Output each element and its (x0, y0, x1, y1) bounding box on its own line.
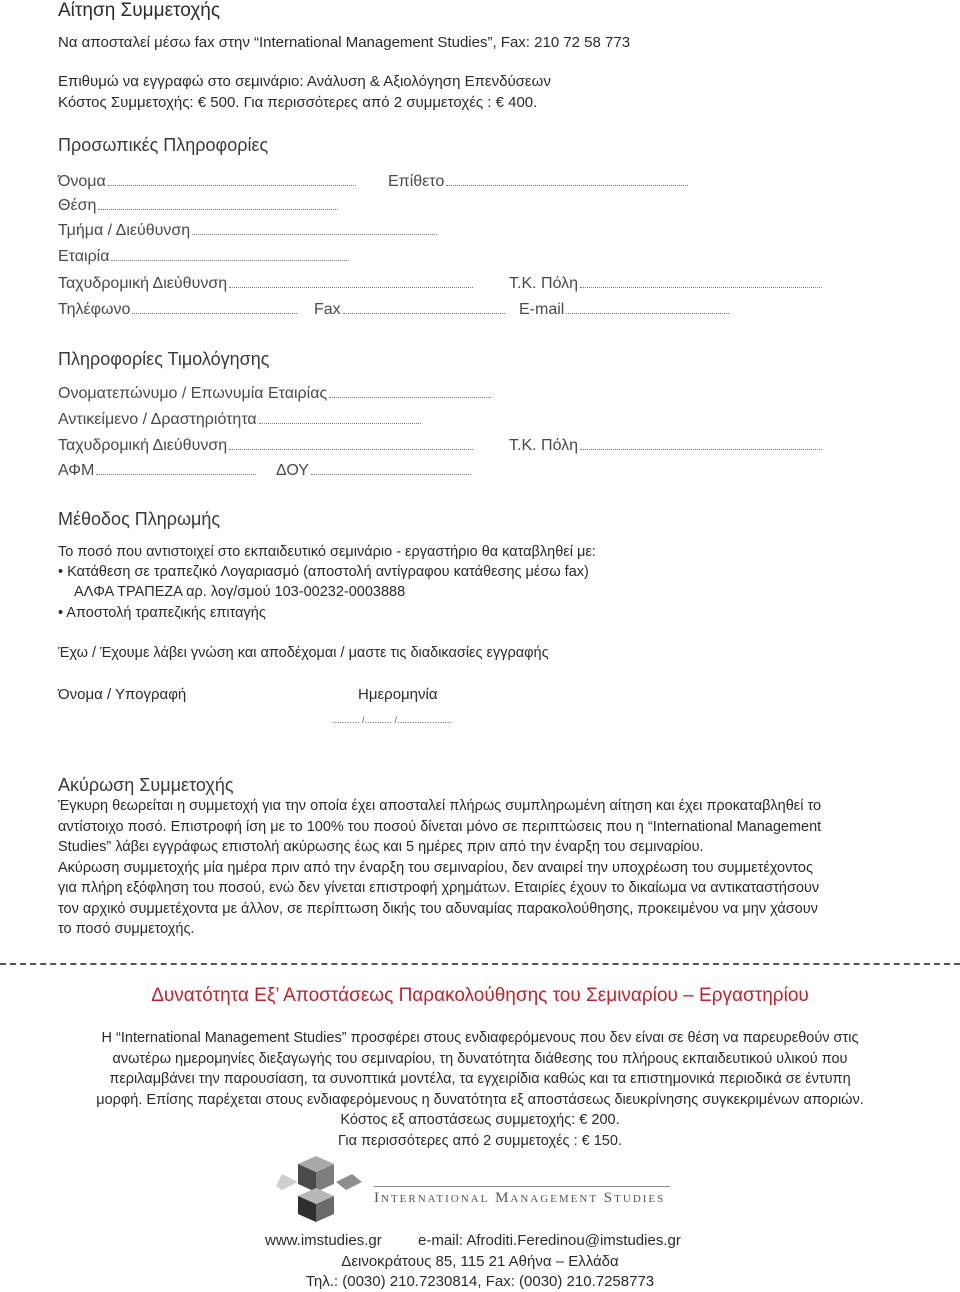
remote-line: Η “International Management Studies” προσφέρει στους ενδιαφερόμενους που δεν είναι σε θέση να παρευρεθούν στις (101, 1030, 859, 1046)
ims-cube-logo-icon (276, 1152, 366, 1224)
cost-line: Κόστος Συμμετοχής: € 500. Για περισσότερες από 2 συμμετοχές : € 400. (58, 94, 538, 111)
remote-attendance-heading: Δυνατότητα Εξ’ Αποστάσεως Παρακολούθησης του Σεμιναρίου – Εργαστηρίου (151, 985, 809, 1006)
cancellation-line: Έγκυρη θεωρείται η συμμετοχή για την οποία έχει αποσταλεί πλήρως συμπληρωμένη αίτηση και έχει προκαταβληθεί το (58, 798, 822, 814)
cancellation-line: τον αρχικό συμμετέχοντα με άλλον, σε περίπτωση δικής του αδυναμίας παρακολούθησης, προκειμένου να μην χάσουν (58, 900, 818, 917)
footer-phones: Τηλ.: (0030) 210.7230814, Fax: (0030) 210.7258773 (305, 1273, 655, 1290)
name-label: Όνομα (58, 173, 106, 190)
billing-address-dots (229, 436, 473, 450)
activity-field[interactable] (58, 410, 421, 429)
activity-dots (259, 410, 421, 424)
cancellation-line: για πλήρη εξόφληση του ποσού, ενώ δεν γίνεται επιστροφή χρημάτων. Εταιρίες έχουν το δικαίωμα να αντικαταστήσουν (58, 880, 820, 896)
cancellation-line: Ακύρωση συμμετοχής μία ημέρα πριν από την έναρξη του σεμιναρίου, δεν αναιρεί την υποχρέωση του συμμετέχοντος (58, 859, 813, 876)
logo-text: International Management Studies (374, 1190, 666, 1206)
company-label: Εταιρία (58, 248, 110, 265)
payment-heading: Μέθοδος Πληρωμής (58, 509, 221, 529)
billing-company-field[interactable] (58, 384, 491, 403)
signature-label: Όνομα / Υπογραφή (58, 686, 187, 703)
remote-line: ανωτέρω ημερομηνίες διεξαγωγής του σεμιναρίου, τη δυνατότητα διάθεσης του πλήρους εκπαιδευτικού υλικού που (112, 1050, 848, 1067)
cancellation-line: αντίστοιχο ποσό. Επιστροφή ίση με το 100% του ποσού δίνεται μόνο σε περιπτώσεις που η “International Management (58, 818, 822, 835)
payment-option-check: • Αποστολή τραπεζικής επιταγής (58, 605, 266, 621)
billing-zip-city-dots (580, 436, 822, 450)
phone-label: Τηλέφωνο (58, 301, 131, 318)
personal-info-heading: Προσωπικές Πληροφορίες (58, 135, 269, 155)
position-dots (98, 196, 338, 210)
email-label: E-mail (519, 301, 565, 318)
fax-instruction: Να αποσταλεί μέσω fax στην “International Management Studies”, Fax: 210 72 58 773 (58, 34, 631, 51)
vat-label: ΑΦΜ (58, 462, 95, 479)
cancellation-text (58, 796, 821, 940)
surname-label: Επίθετο (388, 173, 445, 190)
date-label: Ημερομηνία (358, 686, 438, 703)
vat-dots (96, 461, 256, 475)
email-dots (566, 300, 729, 314)
seminar-line: Επιθυμώ να εγγραφώ στο σεμινάριο: Ανάλυση & Αξιολόγηση Επενδύσεων (58, 73, 551, 90)
billing-company-label: Ονοματεπώνυμο / Επωνυμία Εταιρίας (58, 385, 328, 402)
zip-city-label: Τ.Κ. Πόλη (509, 275, 579, 292)
dashed-separator (0, 963, 960, 965)
remote-line: μορφή. Επίσης παρέχεται στους ενδιαφερόμενους η δυνατότητα εξ αποστάσεως διευκρίνησης συγκεκριμένων αποριών. (96, 1091, 864, 1108)
name-dots (108, 172, 356, 186)
department-dots (192, 221, 437, 235)
website-link[interactable]: www.imstudies.gr (265, 1232, 382, 1249)
billing-zip-city-field[interactable] (509, 436, 822, 455)
company-dots (111, 247, 349, 261)
tax-office-label: ΔΟΥ (276, 462, 309, 479)
billing-zip-city-label: Τ.Κ. Πόλη (509, 437, 579, 454)
zip-city-field[interactable] (509, 274, 822, 293)
cancellation-line: Studies” λάβει εγγράφως επιστολή ακύρωσης έως και 5 ημέρες πριν από την έναρξη του σεμιναρίου. (58, 839, 704, 855)
logo-rule (374, 1186, 670, 1187)
form-title: Αίτηση Συμμετοχής (58, 0, 221, 21)
email-field[interactable] (519, 300, 729, 319)
company-logo (276, 1152, 676, 1224)
address-field[interactable] (58, 274, 473, 293)
bank-account-detail: ΑΛΦΑ ΤΡΑΠΕΖΑ αρ. λογ/σμού 103-00232-0003888 (74, 584, 406, 600)
billing-company-dots (329, 384, 491, 398)
activity-label: Αντικείμενο / Δραστηριότητα (58, 411, 257, 428)
tax-office-field[interactable] (276, 461, 471, 480)
remote-attendance-text (40, 1028, 920, 1151)
department-label: Τμήμα / Διεύθυνση (58, 222, 191, 239)
date-field[interactable]: ........... /........... /...................... (332, 715, 453, 725)
billing-address-field[interactable] (58, 436, 473, 455)
acknowledgement-text: Έχω / Έχουμε λάβει γνώση και αποδέχομαι / μαστε τις διαδικασίες εγγραφής (58, 645, 549, 661)
address-label: Ταχυδρομική Διεύθυνση (58, 275, 228, 292)
position-label: Θέση (58, 197, 97, 214)
remote-cost-line: Για περισσότερες από 2 συμμετοχές : € 150. (338, 1132, 622, 1149)
company-field[interactable] (58, 247, 349, 266)
vat-field[interactable] (58, 461, 256, 480)
zip-city-dots (580, 274, 822, 288)
surname-field[interactable] (388, 172, 688, 191)
cancellation-line: το ποσό συμμετοχής. (58, 921, 195, 937)
footer-address: Δεινοκράτους 85, 115 21 Αθήνα – Ελλάδα (341, 1253, 619, 1270)
phone-field[interactable] (58, 300, 297, 319)
fax-label: Fax (314, 301, 341, 318)
remote-line: περιλαμβάνει την παρουσίαση, τα συνοπτικά μοντέλα, τα εγχειρίδια καθώς και τα επιστημονικά περιοδικά σε έντυπη (109, 1071, 851, 1087)
surname-dots (446, 172, 688, 186)
department-field[interactable] (58, 221, 437, 240)
payment-intro: Το ποσό που αντιστοιχεί στο εκπαιδευτικό σεμινάριο - εργαστήριο θα καταβληθεί με: (58, 544, 596, 560)
fax-dots (343, 300, 505, 314)
email-link[interactable]: e-mail: Afroditi.Feredinou@imstudies.gr (418, 1232, 681, 1249)
billing-address-label: Ταχυδρομική Διεύθυνση (58, 437, 228, 454)
cancellation-heading: Ακύρωση Συμμετοχής (58, 775, 234, 795)
remote-cost-line: Κόστος εξ αποστάσεως συμμετοχής: € 200. (340, 1112, 620, 1128)
fax-field[interactable] (314, 300, 505, 319)
address-dots (229, 274, 473, 288)
name-field[interactable] (58, 172, 356, 191)
phone-dots (132, 300, 297, 314)
tax-office-dots (311, 461, 471, 475)
position-field[interactable] (58, 196, 338, 215)
billing-info-heading: Πληροφορίες Τιμολόγησης (58, 349, 270, 369)
payment-option-deposit: • Κατάθεση σε τραπεζικό Λογαριασμό (αποστολή αντίγραφου κατάθεσης μέσω fax) (58, 564, 589, 580)
